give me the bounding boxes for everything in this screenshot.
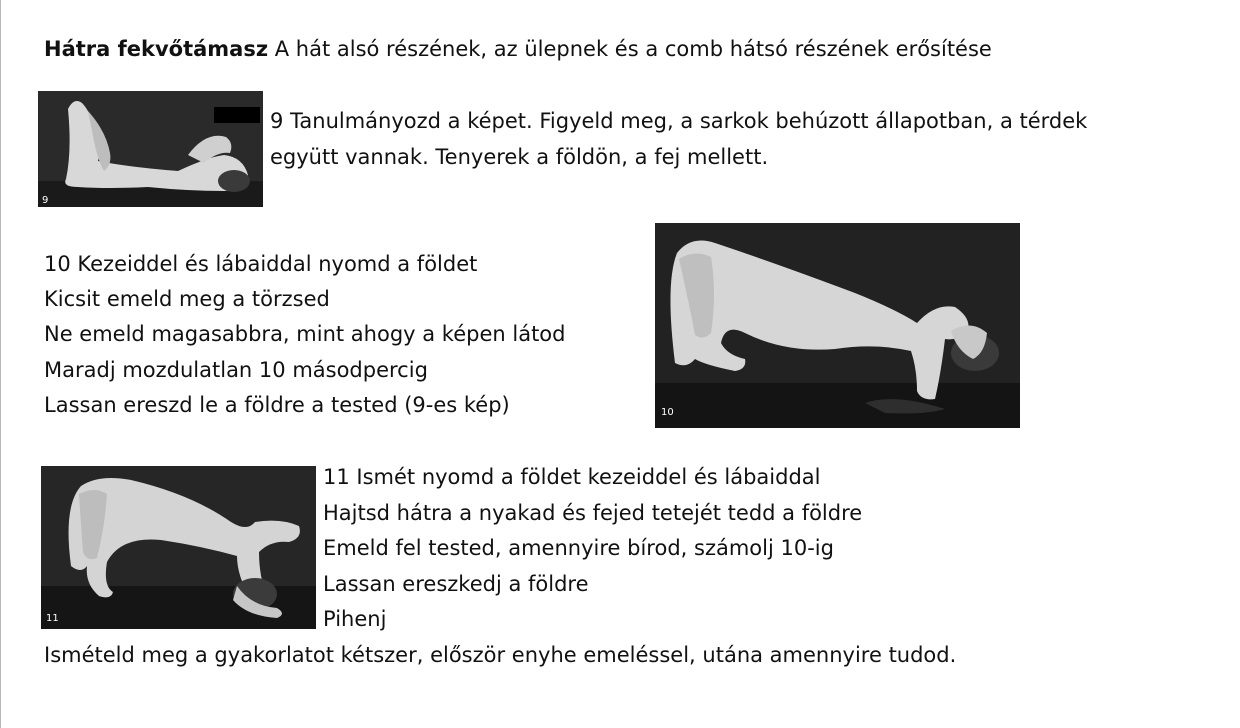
title-rest: A hát alsó részének, az ülepnek és a comb hátsó részének erősítése xyxy=(268,37,992,61)
section3-line-4: Lassan ereszkedj a földre xyxy=(323,572,589,596)
section1-line-1: 9 Tanulmányozd a képet. Figyeld meg, a sarkok behúzott állapotban, a térdek xyxy=(270,109,1088,133)
page-title xyxy=(44,32,992,68)
section3-line-2: Hajtsd hátra a nyakad és fejed tetejét tedd a földre xyxy=(323,501,863,525)
section2-line-4: Maradj mozdulatlan 10 másodpercig xyxy=(44,358,428,382)
figure-9-number: 9 xyxy=(42,195,49,206)
section1-line-2: együtt vannak. Tenyerek a földön, a fej mellett. xyxy=(270,145,769,169)
section3-line-1: 11 Ismét nyomd a földet kezeiddel és lábaiddal xyxy=(323,465,821,489)
section2-line-5: Lassan ereszd le a földre a tested (9-es kép) xyxy=(44,393,510,417)
section2-line-1: 10 Kezeiddel és lábaiddal nyomd a földet xyxy=(44,252,478,276)
exercise-photo-10 xyxy=(655,223,1020,428)
exercise-photo-9 xyxy=(38,91,263,207)
closing-instruction: Ismételd meg a gyakorlatot kétszer, először enyhe emeléssel, utána amennyire tudod. xyxy=(44,643,957,667)
title-bold: Hátra fekvőtámasz xyxy=(44,37,269,61)
section2-line-2: Kicsit emeld meg a törzsed xyxy=(44,287,330,311)
exercise-photo-11 xyxy=(41,466,316,629)
figure-11-number: 11 xyxy=(46,613,59,624)
section3-line-5: Pihenj xyxy=(323,607,387,631)
figure-10-number: 10 xyxy=(661,407,674,418)
section2-line-3: Ne emeld magasabbra, mint ahogy a képen látod xyxy=(44,322,566,346)
section3-line-3: Emeld fel tested, amennyire bírod, számolj 10-ig xyxy=(323,536,834,560)
